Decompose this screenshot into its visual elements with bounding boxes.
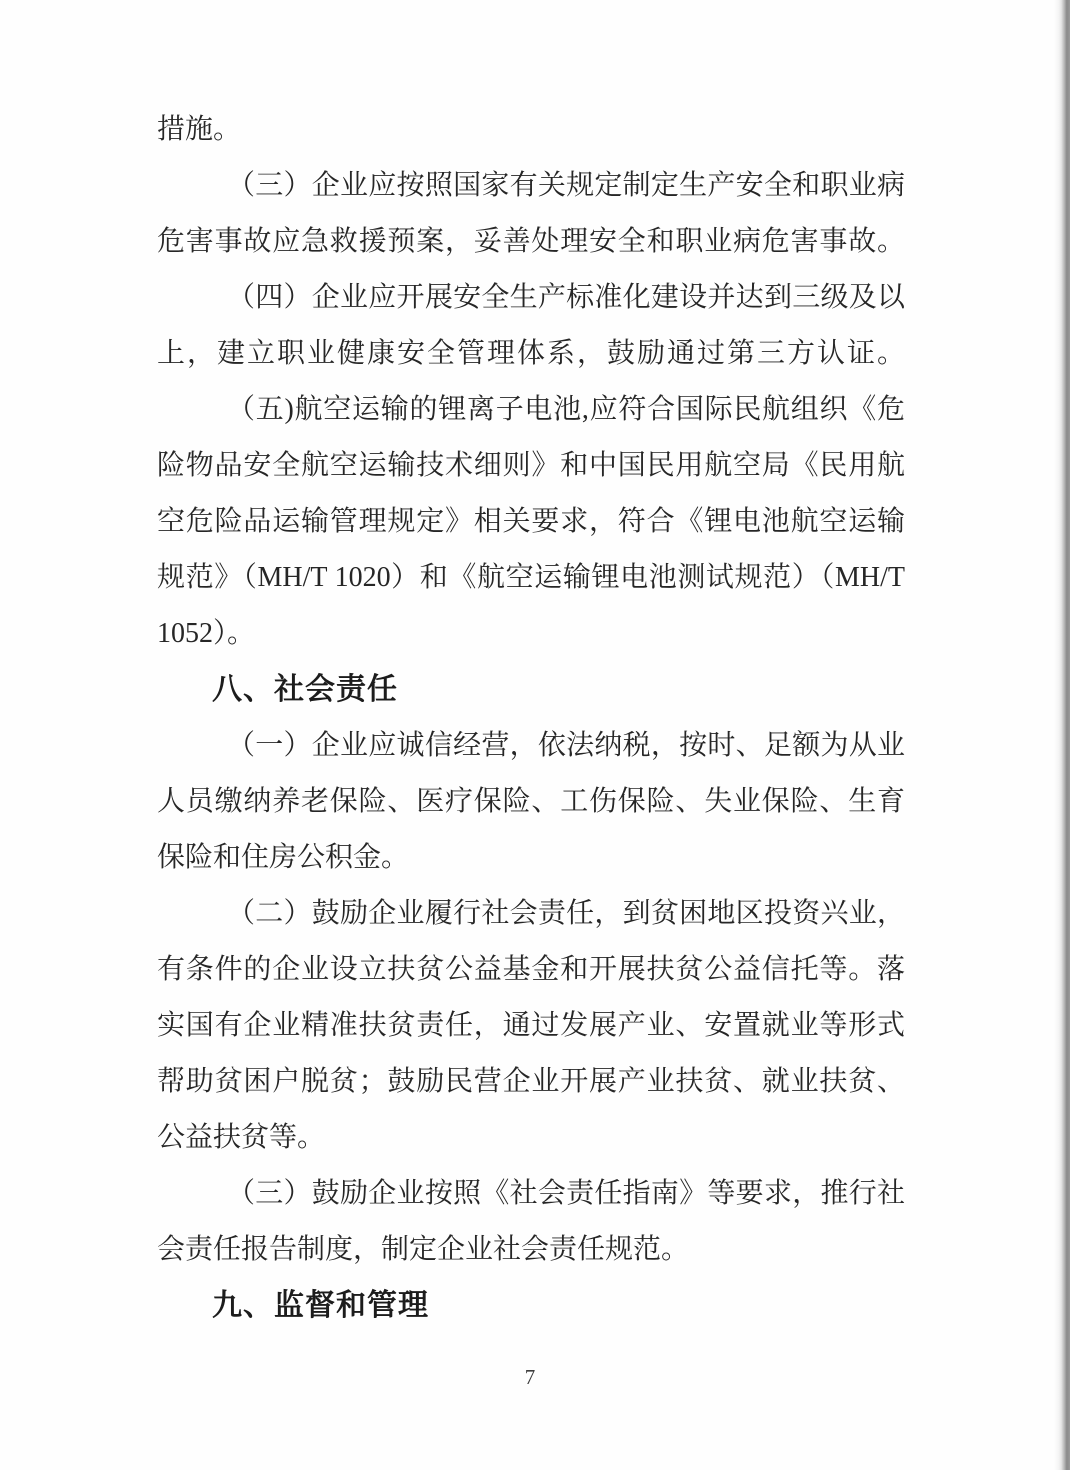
body-text-line: （二）鼓励企业履行社会责任，到贫困地区投资兴业， — [227, 898, 905, 929]
page-edge-shadow — [1054, 0, 1070, 1470]
body-text-line: 保险和住房公积金。 — [157, 842, 410, 873]
section-heading-line: 八、社会责任 — [212, 673, 398, 706]
body-text-line: （五)航空运输的锂离子电池,应符合国际民航组织《危 — [227, 394, 905, 425]
page-number: 7 — [524, 1365, 536, 1389]
document-text — [157, 102, 905, 1334]
body-text-line: 人员缴纳养老保险、医疗保险、工伤保险、失业保险、生育 — [157, 786, 905, 817]
body-text-line: （三）企业应按照国家有关规定制定生产安全和职业病 — [227, 170, 905, 201]
body-text-line: 帮助贫困户脱贫；鼓励民营企业开展产业扶贫、就业扶贫、 — [157, 1066, 905, 1097]
body-text-line: 上，建立职业健康安全管理体系，鼓励通过第三方认证。 — [157, 338, 905, 369]
body-text-line: 规范》（MH/T 1020）和《航空运输锂电池测试规范）（MH/T — [157, 562, 905, 593]
body-text-line: 险物品安全航空运输技术细则》和中国民用航空局《民用航 — [157, 450, 905, 481]
body-text-line: （四）企业应开展安全生产标准化建设并达到三级及以 — [227, 282, 905, 313]
body-text-line: 实国有企业精准扶贫责任，通过发展产业、安置就业等形式 — [157, 1010, 905, 1041]
section-heading-line: 九、监督和管理 — [212, 1289, 429, 1322]
body-text-line: 公益扶贫等。 — [157, 1122, 326, 1153]
body-text-line: （一）企业应诚信经营，依法纳税，按时、足额为从业 — [227, 730, 905, 761]
body-text-line: 措施。 — [157, 114, 242, 145]
body-text-line: 会责任报告制度，制定企业社会责任规范。 — [157, 1234, 690, 1265]
body-text-line: （三）鼓励企业按照《社会责任指南》等要求，推行社 — [227, 1178, 905, 1209]
body-text-line: 有条件的企业设立扶贫公益基金和开展扶贫公益信托等。落 — [157, 954, 905, 985]
body-text-line: 1052）。 — [157, 618, 256, 649]
body-text-line: 空危险品运输管理规定》相关要求，符合《锂电池航空运输 — [157, 506, 905, 537]
body-text-line: 危害事故应急救援预案，妥善处理安全和职业病危害事故。 — [157, 226, 905, 257]
